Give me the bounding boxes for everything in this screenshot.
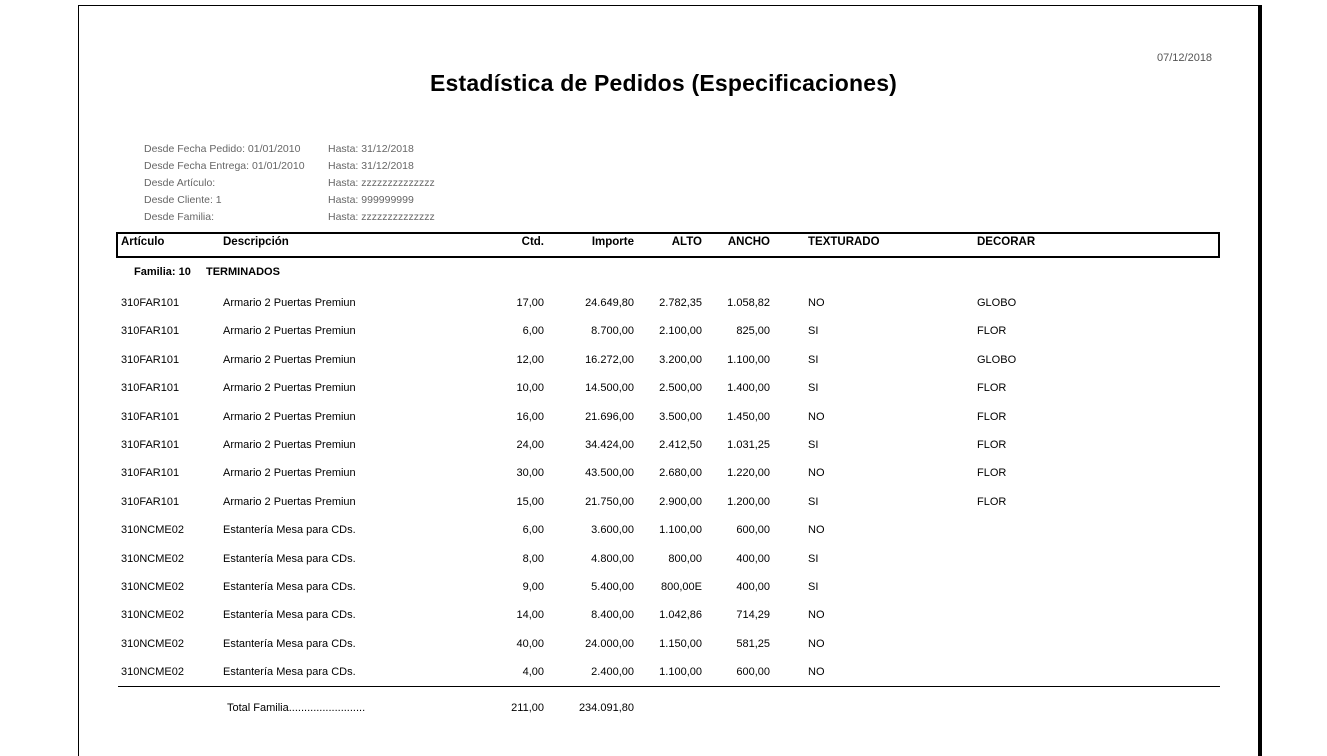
filter-hasta: Hasta: 31/12/2018 [328,143,414,155]
cell-importe: 2.400,00 [591,666,634,678]
cell-articulo: 310FAR101 [121,411,180,423]
cell-ancho: 1.200,00 [727,496,770,508]
cell-articulo: 310FAR101 [121,439,180,451]
filter-label: Desde Fecha Pedido: 01/01/2010 [144,143,301,155]
filter-label: Desde Familia: [144,211,215,223]
cell-alto: 800,00 [668,553,702,565]
cell-alto: 800,00E [661,581,702,593]
cell-decorar: FLOR [977,382,1007,394]
cell-descripcion: Armario 2 Puertas Premiun [223,382,356,394]
cell-ancho: 1.058,82 [727,297,770,309]
cell-texturado: NO [808,666,825,678]
cell-articulo: 310FAR101 [121,467,180,479]
total-label: Total Familia......................... [227,702,366,714]
cell-articulo: 310NCME02 [121,581,184,593]
cell-ctd: 12,00 [516,354,544,366]
cell-decorar: GLOBO [977,354,1017,366]
cell-ancho: 1.031,25 [727,439,770,451]
cell-ctd: 16,00 [516,411,544,423]
cell-alto: 2.782,35 [659,297,702,309]
cell-ancho: 1.400,00 [727,382,770,394]
cell-importe: 21.750,00 [585,496,634,508]
cell-descripcion: Armario 2 Puertas Premiun [223,325,356,337]
cell-importe: 14.500,00 [585,382,634,394]
cell-ancho: 825,00 [736,325,770,337]
filter-hasta: Hasta: 31/12/2018 [328,160,414,172]
cell-ctd: 8,00 [522,553,544,565]
cell-ctd: 14,00 [516,609,544,621]
cell-alto: 1.150,00 [659,638,702,650]
filter-label: Desde Artículo: [144,177,216,189]
cell-texturado: SI [808,382,819,394]
cell-decorar: FLOR [977,325,1007,337]
cell-alto: 3.200,00 [659,354,702,366]
cell-alto: 1.042,86 [659,609,702,621]
cell-descripcion: Estantería Mesa para CDs. [223,609,356,621]
cell-alto: 2.412,50 [659,439,702,451]
cell-texturado: NO [808,638,825,650]
cell-decorar: FLOR [977,411,1007,423]
cell-alto: 2.900,00 [659,496,702,508]
filter-hasta: Hasta: 999999999 [328,194,414,206]
report-date: 07/12/2018 [1157,52,1213,64]
cell-ctd: 10,00 [516,382,544,394]
cell-alto: 2.100,00 [659,325,702,337]
cell-ctd: 40,00 [516,638,544,650]
cell-importe: 5.400,00 [591,581,634,593]
column-header-alto: ALTO [671,236,702,248]
cell-texturado: NO [808,411,825,423]
cell-alto: 2.500,00 [659,382,702,394]
cell-decorar: GLOBO [977,297,1017,309]
filter-hasta: Hasta: zzzzzzzzzzzzzz [328,177,435,189]
cell-ctd: 4,00 [522,666,544,678]
cell-descripcion: Armario 2 Puertas Premiun [223,354,356,366]
cell-importe: 4.800,00 [591,553,634,565]
cell-importe: 24.000,00 [585,638,634,650]
cell-ctd: 6,00 [522,524,544,536]
column-header-descripcion: Descripción [223,236,289,248]
cell-articulo: 310FAR101 [121,382,180,394]
total-ctd: 211,00 [511,702,544,714]
cell-ancho: 1.220,00 [727,467,770,479]
cell-importe: 24.649,80 [585,297,634,309]
cell-importe: 21.696,00 [585,411,634,423]
cell-ancho: 600,00 [736,666,770,678]
cell-texturado: NO [808,297,825,309]
cell-descripcion: Estantería Mesa para CDs. [223,638,356,650]
cell-ancho: 400,00 [736,581,770,593]
divider [118,686,1220,687]
cell-importe: 8.400,00 [591,609,634,621]
cell-texturado: NO [808,467,825,479]
cell-articulo: 310NCME02 [121,553,184,565]
filter-label: Desde Fecha Entrega: 01/01/2010 [144,160,305,172]
cell-importe: 3.600,00 [591,524,634,536]
cell-descripcion: Estantería Mesa para CDs. [223,524,356,536]
cell-ancho: 1.100,00 [727,354,770,366]
cell-descripcion: Armario 2 Puertas Premiun [223,467,356,479]
cell-decorar: FLOR [977,467,1007,479]
column-header-ctd: Ctd. [521,236,544,248]
cell-alto: 2.680,00 [659,467,702,479]
cell-importe: 34.424,00 [585,439,634,451]
cell-descripcion: Estantería Mesa para CDs. [223,553,356,565]
cell-ancho: 1.450,00 [727,411,770,423]
cell-importe: 16.272,00 [585,354,634,366]
total-importe: 234.091,80 [578,702,634,714]
cell-texturado: SI [808,354,819,366]
cell-decorar: FLOR [977,439,1007,451]
cell-texturado: SI [808,553,819,565]
cell-articulo: 310NCME02 [121,638,184,650]
cell-descripcion: Estantería Mesa para CDs. [223,666,356,678]
cell-ctd: 24,00 [516,439,544,451]
column-header-texturado: TEXTURADO [808,236,880,248]
cell-alto: 3.500,00 [659,411,702,423]
cell-alto: 1.100,00 [659,524,702,536]
cell-decorar: FLOR [977,496,1007,508]
filter-hasta: Hasta: zzzzzzzzzzzzzz [328,211,435,223]
cell-descripcion: Estantería Mesa para CDs. [223,581,356,593]
cell-articulo: 310FAR101 [121,297,180,309]
cell-importe: 8.700,00 [591,325,634,337]
cell-ctd: 6,00 [522,325,544,337]
cell-texturado: SI [808,496,819,508]
cell-alto: 1.100,00 [659,666,702,678]
cell-ancho: 400,00 [736,553,770,565]
cell-texturado: SI [808,581,819,593]
cell-texturado: NO [808,524,825,536]
cell-texturado: SI [808,325,819,337]
cell-ctd: 15,00 [516,496,544,508]
cell-ctd: 17,00 [516,297,544,309]
cell-articulo: 310NCME02 [121,666,184,678]
cell-articulo: 310FAR101 [121,354,180,366]
cell-ctd: 9,00 [522,581,544,593]
report-title: Estadística de Pedidos (Especificaciones) [429,70,898,96]
column-header-ancho: ANCHO [727,236,770,248]
column-header-articulo: Artículo [121,236,165,248]
cell-texturado: SI [808,439,819,451]
cell-ancho: 600,00 [736,524,770,536]
cell-ancho: 714,29 [736,609,770,621]
column-header-importe: Importe [591,236,634,248]
cell-texturado: NO [808,609,825,621]
family-label: Familia: 10 [134,266,191,278]
column-header-decorar: DECORAR [977,236,1036,248]
cell-ancho: 581,25 [736,638,770,650]
cell-descripcion: Armario 2 Puertas Premiun [223,297,356,309]
cell-descripcion: Armario 2 Puertas Premiun [223,439,356,451]
family-name: TERMINADOS [206,266,280,278]
cell-articulo: 310FAR101 [121,496,180,508]
cell-ctd: 30,00 [516,467,544,479]
cell-articulo: 310NCME02 [121,609,184,621]
filter-label: Desde Cliente: 1 [144,194,222,206]
cell-articulo: 310FAR101 [121,325,180,337]
cell-descripcion: Armario 2 Puertas Premiun [223,496,356,508]
cell-descripcion: Armario 2 Puertas Premiun [223,411,356,423]
cell-importe: 43.500,00 [585,467,634,479]
cell-articulo: 310NCME02 [121,524,184,536]
